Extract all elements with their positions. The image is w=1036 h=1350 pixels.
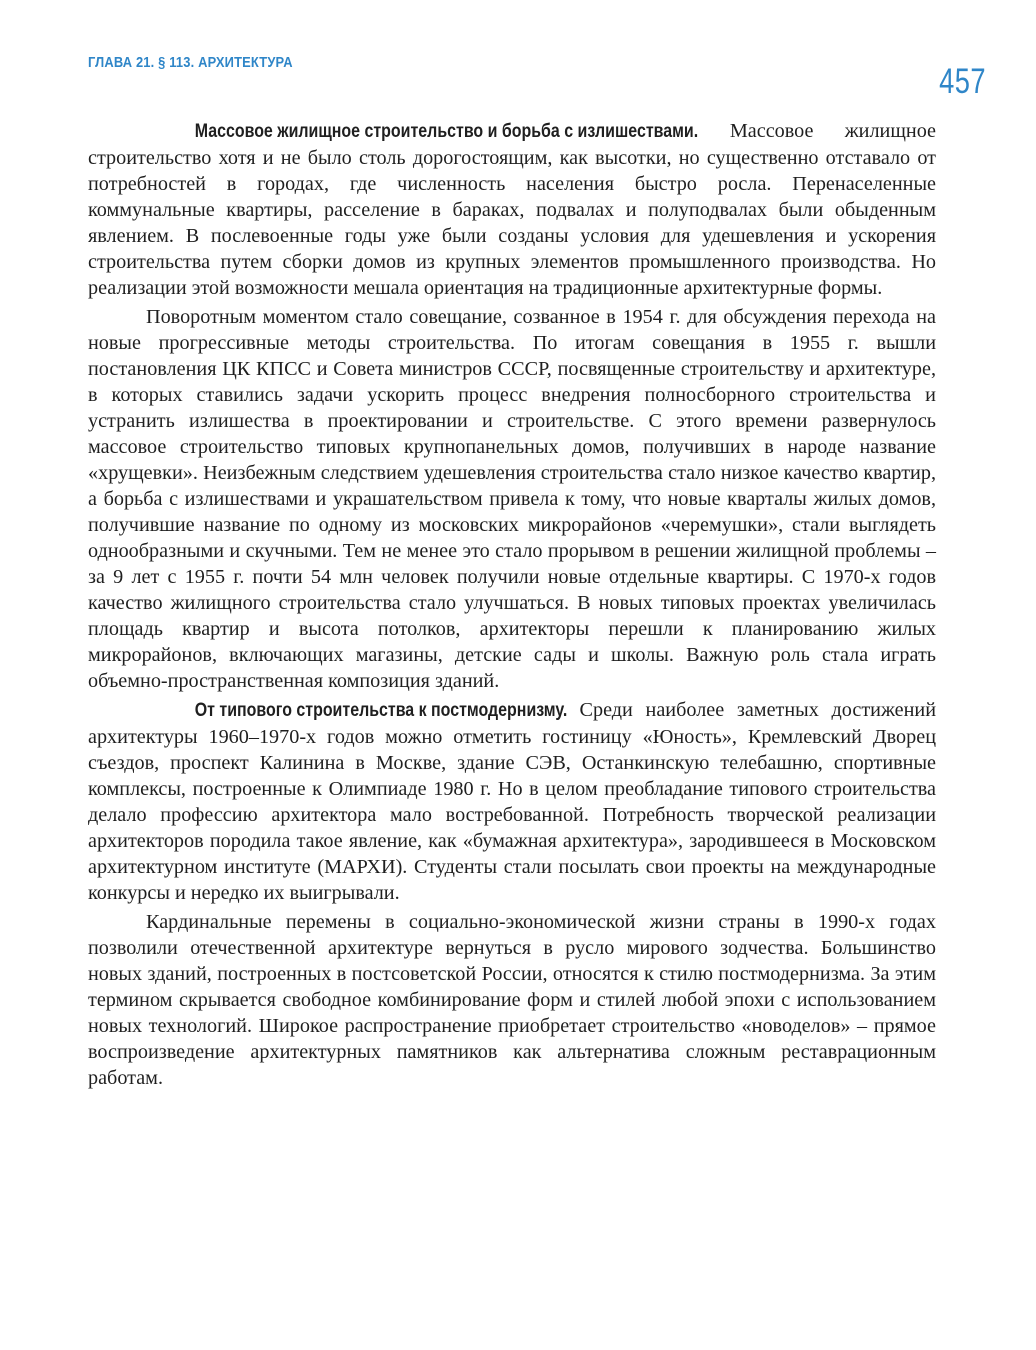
paragraph-text: Массовое жилищное строительство хотя и не было столь дорогостоящим, как высотки, но существенно отставало от потребностей в городах, где численность населения быстро росла. Перенаселенные коммунальные квартиры, расселение в бараках, подвалах и полуподвалах были обыденным явлением. В послевоенные годы уже были созданы условия для удешевления и ускорения строительства путем сборки домов из крупных элементов промышленного производства. Но реализации этой возможности мешала ориентация на традиционные архитектурные формы. bbox=[88, 120, 936, 299]
paragraph-text: Среди наиболее заметных достижений архитектуры 1960–1970-х годов можно отметить гостиницу «Юность», Кремлевский Дворец съездов, проспект Калинина в Москве, здание СЭВ, Останкинскую телебашню, спортивные комплексы, построенные к Олимпиаде 1980 г. Но в целом преобладание типового строительства делало профессию архитектора мало востребованной. Потребность творческой реализации архитекторов породила такое явление, как «бумажная архитектура», зародившееся в Московском архитектурном институте (МАРХИ). Студенты стали посылать свои проекты на международные конкурсы и нередко их выигрывали. bbox=[88, 699, 936, 904]
section-heading-postmodernism: От типового строительства к постмодернизму. bbox=[194, 700, 568, 721]
page-number: 457 bbox=[939, 62, 986, 101]
paragraph-mass-housing bbox=[88, 118, 936, 301]
running-head: ГЛАВА 21. § 113. АРХИТЕКТУРА bbox=[88, 54, 293, 71]
paragraph-text: Поворотным моментом стало совещание, созванное в 1954 г. для обсуждения перехода на новые прогрессивные методы строительства. По итогам совещания в 1955 г. вышли постановления ЦК КПСС и Совета министров СССР, посвященные строительству и архитектуре, в которых ставились задачи ускорить процесс внедрения полносборного строительства и устранить излишества в проектировании и строительстве. С этого времени развернулось массовое строительство типовых крупнопанельных домов, получивших в народе название «хрущевки». Неизбежным следствием удешевления строительства стало низкое качество квартир, а борьба с излишествами и украшательством привела к тому, что новые кварталы жилых домов, получившие название по одному из московских микрорайонов «черемушки», стали выглядеть однообразными и скучными. Тем не менее это стало прорывом в решении жилищной проблемы – за 9 лет с 1955 г. почти 54 млн человек получили новые отдельные квартиры. С 1970-х годов качество жилищного строительства стало улучшаться. В новых типовых проектах увеличилась площадь квартир и высота потолков, архитекторы перешли к планированию жилых микрорайонов, включающих магазины, детские сады и школы. Важную роль стала играть объемно-пространственная композиция зданий. bbox=[88, 306, 936, 692]
section-heading-mass-housing: Массовое жилищное строительство и борьба с излишествами. bbox=[194, 121, 699, 142]
paragraph-text: Кардинальные перемены в социально-экономической жизни страны в 1990-х годах позволили отечественной архитектуре вернуться в русло мирового зодчества. Большинство новых зданий, построенных в постсоветской России, относятся к стилю постмодернизма. За этим термином скрывается свободное комбинирование форм и стилей любой эпохи с использованием новых технологий. Широкое распространение приобретает строительство «новоделов» – прямое воспроизведение архитектурных памятников как альтернатива сложным реставрационным работам. bbox=[88, 911, 936, 1089]
paragraph-postmodernism bbox=[88, 697, 936, 906]
paragraph-turning-point bbox=[88, 304, 936, 694]
body-text bbox=[88, 118, 936, 1094]
paragraph-1990s bbox=[88, 909, 936, 1091]
